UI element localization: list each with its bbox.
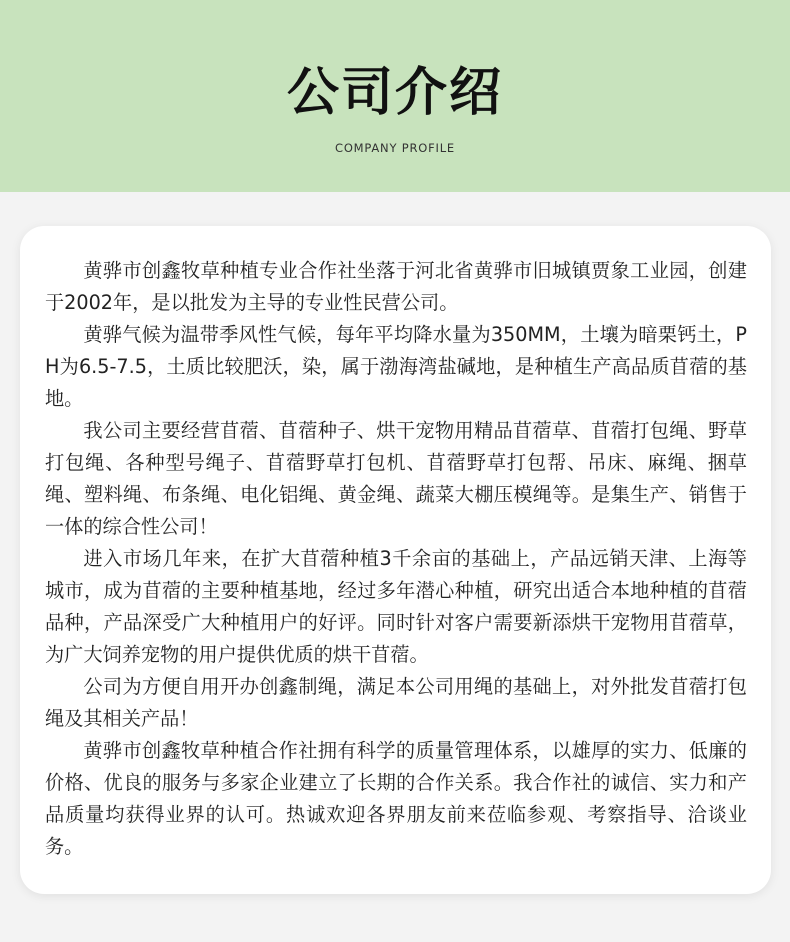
paragraph-closing: 黄骅市创鑫牧草种植合作社拥有科学的质量管理体系，以雄厚的实力、低廉的价格、优良的服务与多家企业建立了长期的合作关系。我合作社的诚信、实力和产品质量均获得业界的认可。热诚欢迎各界朋友前来莅临参观、考察指导、洽谈业务。 <box>45 739 747 858</box>
paragraph-climate: 黄骅气候为温带季风性气候，每年平均降水量为350MM，土壤为暗栗钙土，PH为6.5-7.5，土质比较肥沃，染，属于渤海湾盐碱地，是种植生产高品质苜蓿的基地。 <box>45 323 747 410</box>
paragraph-products: 我公司主要经营苜蓿、苜蓿种子、烘干宠物用精品苜蓿草、苜蓿打包绳、野草打包绳、各种型号绳子、苜蓿野草打包机、苜蓿野草打包帮、吊床、麻绳、捆草绳、塑料绳、布条绳、电化铝绳、黄金绳、蔬菜大棚压模绳等。是集生产、销售于一体的综合性公司！ <box>45 419 747 538</box>
page-subtitle: COMPANY PROFILE <box>334 141 455 155</box>
paragraph-market: 进入市场几年来，在扩大苜蓿种植3千余亩的基础上，产品远销天津、上海等城市，成为苜蓿的主要种植基地，经过多年潜心种植，研究出适合本地种植的苜蓿品种，产品深受广大种植用户的好评。同时针对客户需要新添烘干宠物用苜蓿草，为广大饲养宠物的用户提供优质的烘干苜蓿。 <box>45 547 747 666</box>
page-title: 公司介绍 <box>286 63 503 123</box>
paragraph-intro: 黄骅市创鑫牧草种植专业合作社坐落于河北省黄骅市旧城镇贾象工业园，创建于2002年，是以批发为主导的专业性民营公司。 <box>45 259 747 314</box>
profile-text <box>45 255 747 863</box>
paragraph-rope: 公司为方便自用开办创鑫制绳，满足本公司用绳的基础上，对外批发苜蓿打包绳及其相关产品！ <box>45 675 747 730</box>
